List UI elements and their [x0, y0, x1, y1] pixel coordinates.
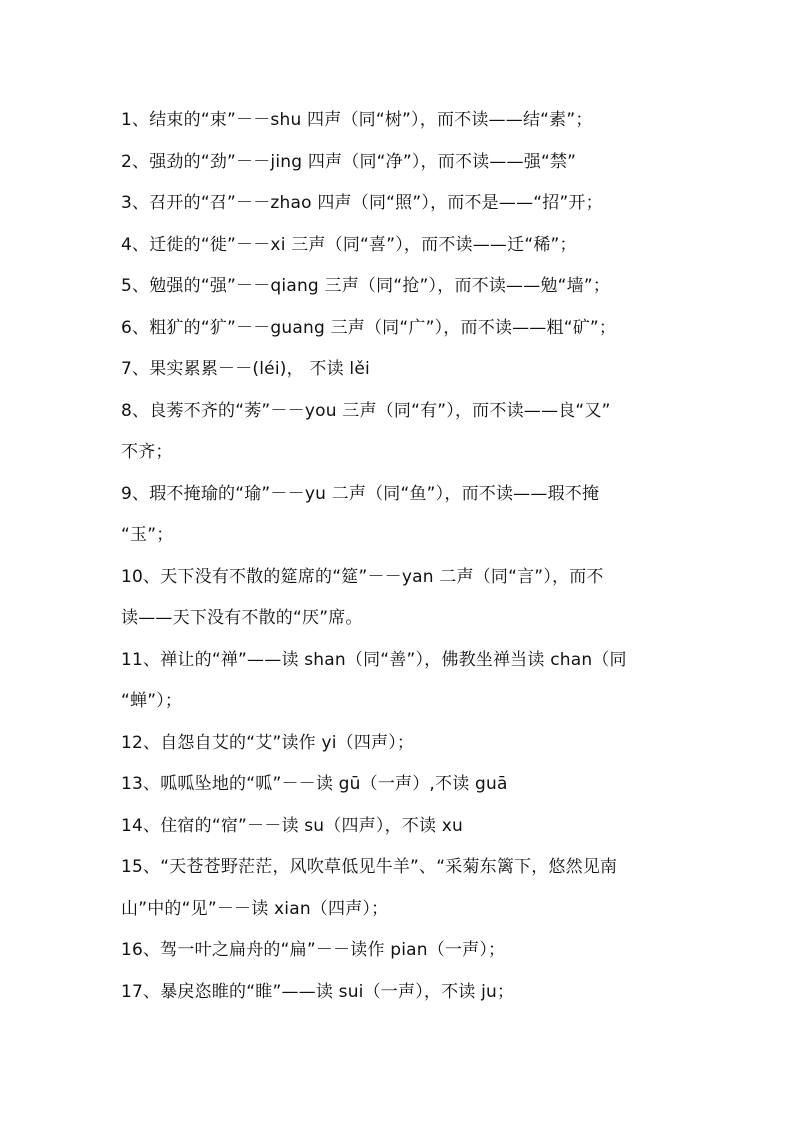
text-line-2: 2、强劲的“劲”－－jing 四声（同“净”），而不读——强“禁” — [121, 151, 577, 172]
text-line-22: 17、暴戾恣睢的“睢”——读 sui（一声），不读 ju； — [121, 981, 515, 1002]
document-body — [121, 100, 677, 1013]
text-line-13: 读——天下没有不散的“厌”席。 — [121, 608, 363, 628]
text-line-14: 11、禅让的“禅”——读 shan（同“善”），佛教坐禅当读 chan（同 — [121, 649, 627, 670]
text-line-7: 7、果实累累－－(léi)， 不读 lěi — [121, 359, 370, 379]
text-line-8: 8、良莠不齐的“莠”－－you 三声（同“有”），而不读——良“又” — [121, 400, 611, 421]
text-line-18: 14、住宿的“宿”－－读 su（四声），不读 xu — [121, 815, 464, 836]
text-line-11: “玉”； — [121, 525, 174, 545]
text-line-3: 3、召开的“召”－－zhao 四声（同“照”），而不是——“招”开； — [121, 193, 603, 213]
text-line-16: 12、自怨自艾的“艾”读作 yi（四声）； — [121, 732, 415, 753]
text-line-20: 山”中的“见”－－读 xian（四声）； — [121, 898, 389, 919]
text-line-17: 13、呱呱坠地的“呱”－－读 gū（一声）,不读 guā — [121, 774, 508, 794]
text-line-19: 15、“天苍苍野茫茫，风吹草低见牛羊”、“采菊东篱下，悠然见南 — [121, 857, 618, 877]
text-line-9: 不齐； — [121, 442, 173, 462]
text-line-1: 1、结束的“束”－－shu 四声（同“树”），而不读——结“素”； — [121, 110, 593, 130]
text-line-6: 6、粗犷的“犷”－－guang 三声（同“广”），而不读——粗“矿”； — [121, 317, 617, 338]
text-line-12: 10、天下没有不散的筵席的“筵”－－yan 二声（同“言”），而不 — [121, 566, 604, 587]
text-line-21: 16、驾一叶之扁舟的“扁”－－读作 pian（一声）； — [121, 940, 506, 960]
text-line-5: 5、勉强的“强”－－qiang 三声（同“抢”），而不读——勉“墙”； — [121, 276, 611, 296]
text-line-15: “蝉”）； — [121, 691, 183, 711]
text-line-4: 4、迁徙的“徙”－－xi 三声（同“喜”），而不读——迁“稀”； — [121, 234, 577, 255]
text-line-10: 9、瑕不掩瑜的“瑜”－－yu 二声（同“鱼”），而不读——瑕不掩 — [121, 483, 600, 504]
